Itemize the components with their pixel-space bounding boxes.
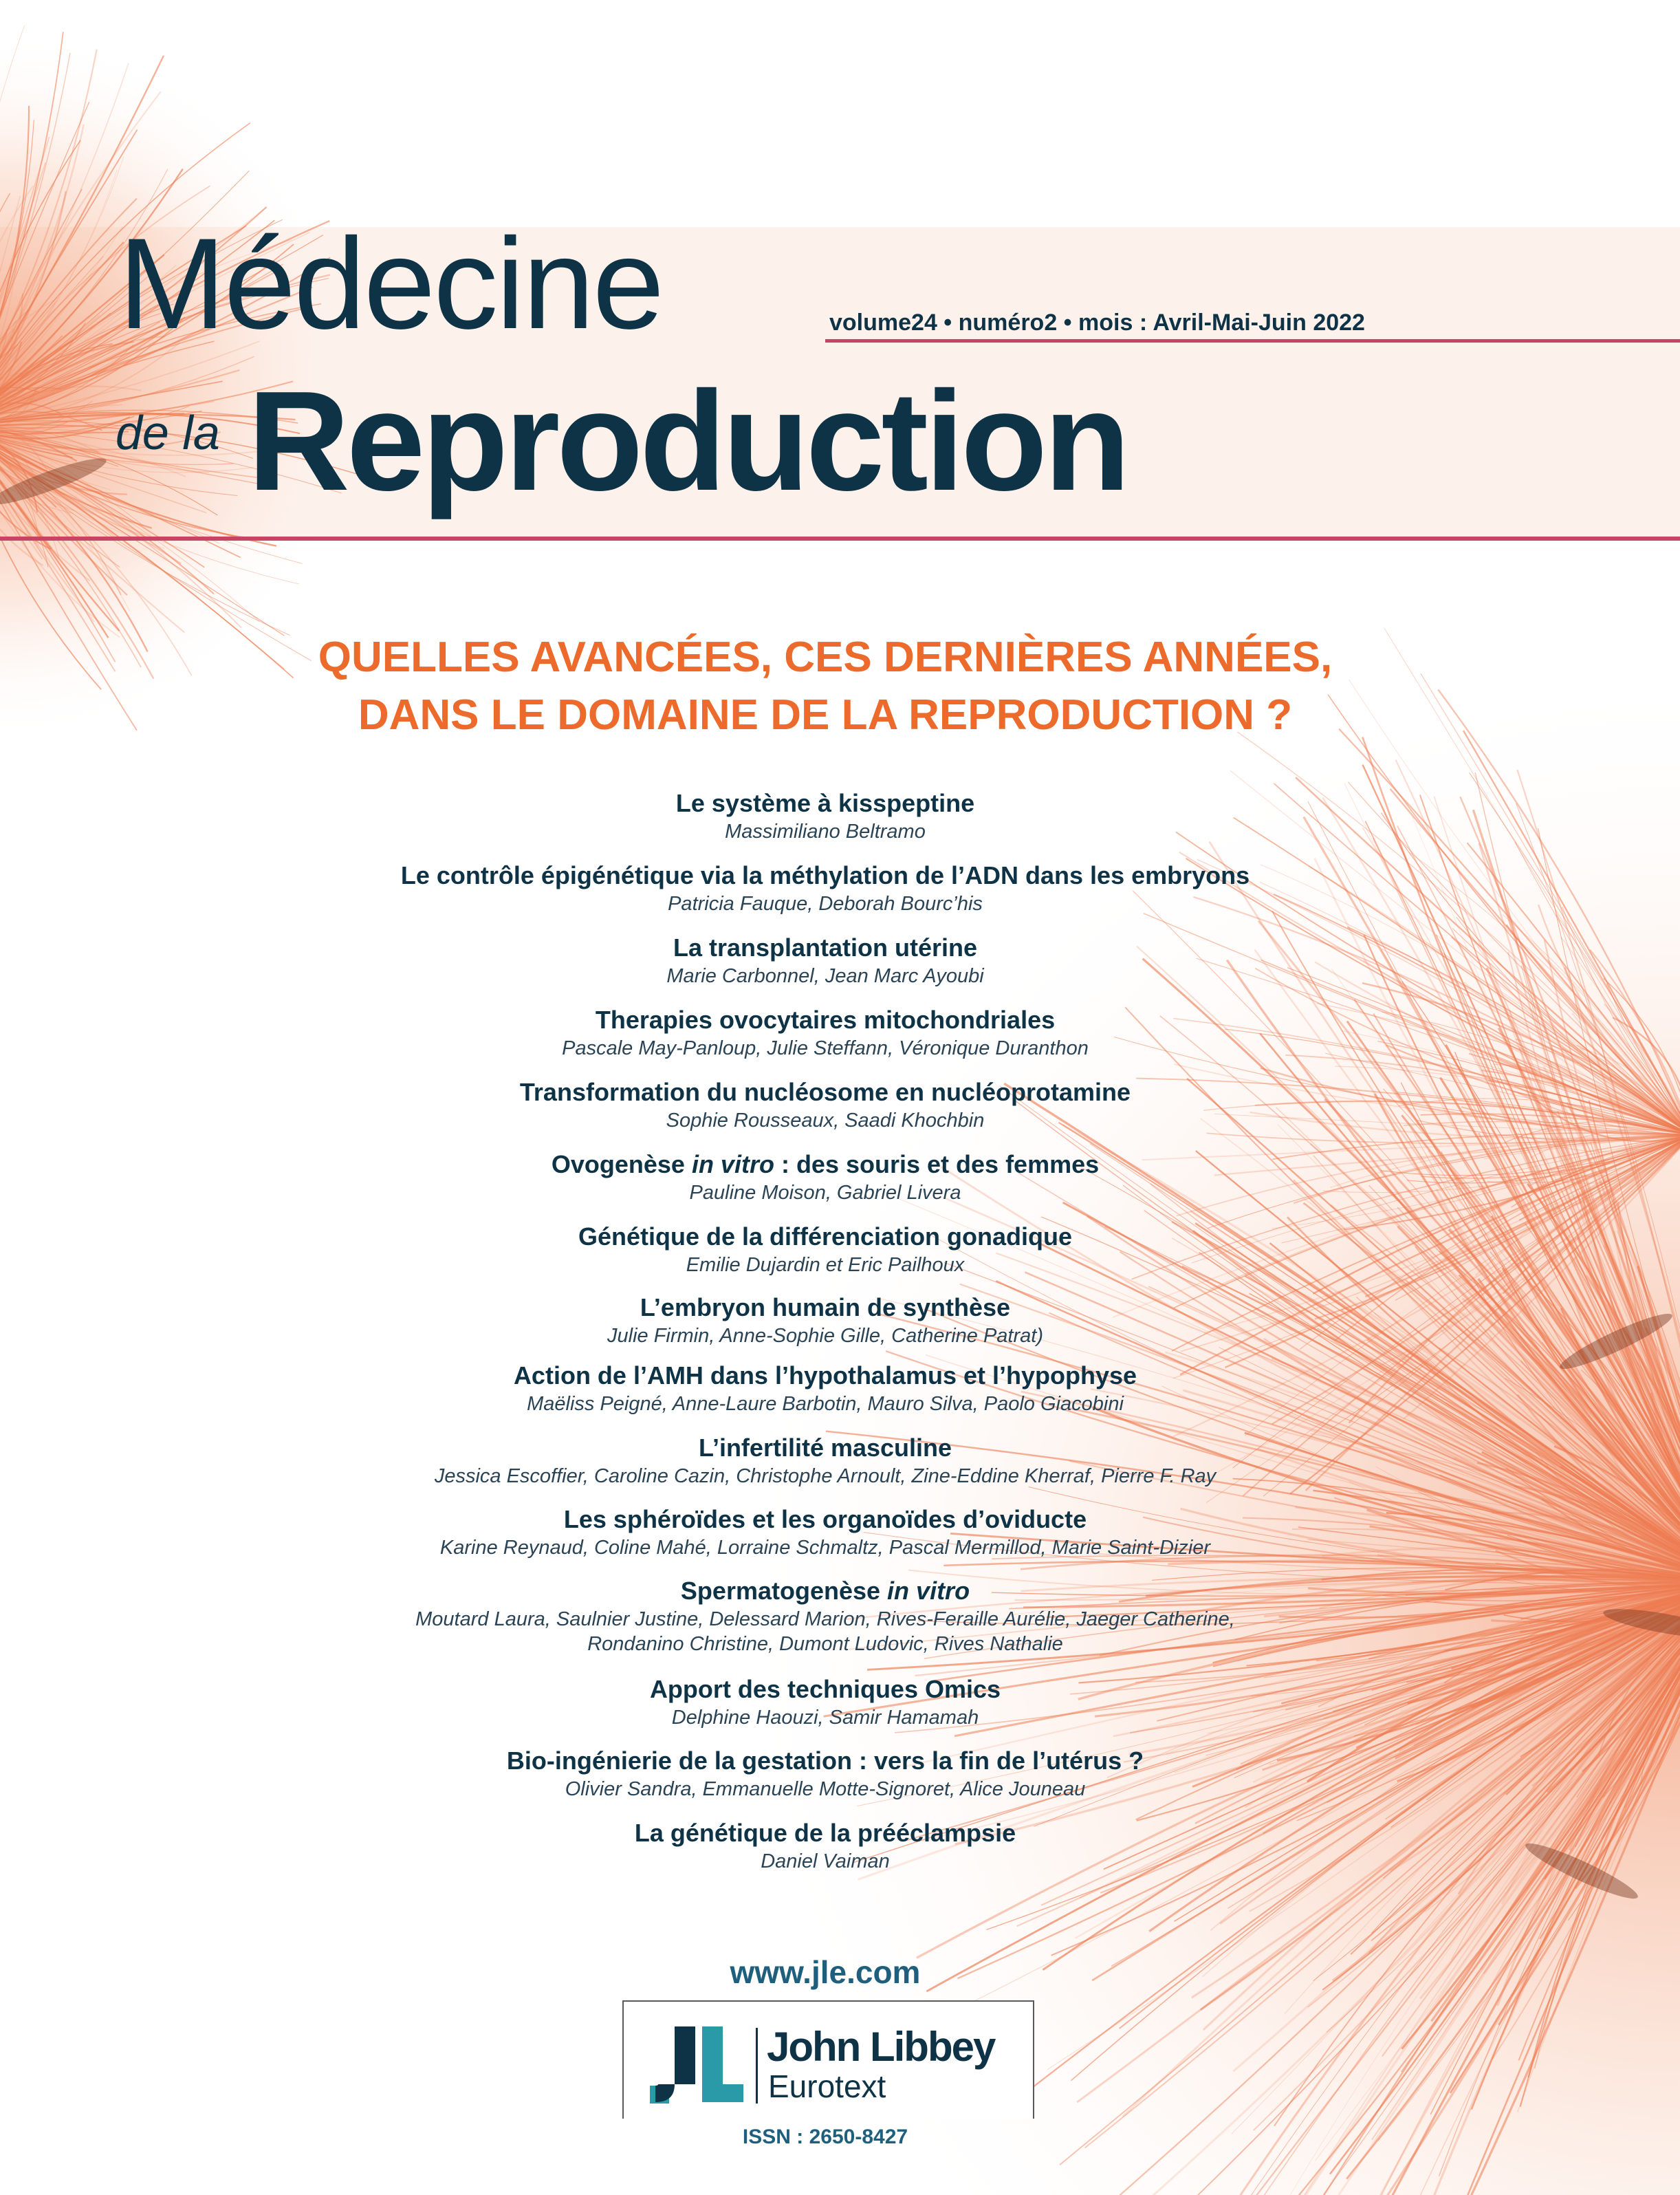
issue-theme-line-2: DANS LE DOMAINE DE LA REPRODUCTION ? bbox=[358, 691, 1293, 739]
article-authors: Olivier Sandra, Emmanuelle Motte-Signoret, Alice Jouneau bbox=[565, 1778, 1086, 1800]
article-title: Apport des techniques Omics bbox=[649, 1675, 1001, 1703]
article-authors: Jessica Escoffier, Caroline Cazin, Christophe Arnoult, Zine-Eddine Kherraf, Pierre F. Ray bbox=[434, 1465, 1217, 1487]
publisher-subname: Eurotext bbox=[768, 2068, 886, 2104]
article-authors: Moutard Laura, Saulnier Justine, Delessard Marion, Rives-Feraille Aurélie, Jaeger Catherine, bbox=[415, 1608, 1235, 1630]
article-authors: Sophie Rousseaux, Saadi Khochbin bbox=[666, 1110, 985, 1132]
article-authors: Maëliss Peigné, Anne-Laure Barbotin, Mauro Silva, Paolo Giacobini bbox=[527, 1393, 1124, 1415]
article-entry bbox=[0, 788, 1650, 844]
article-authors: Delphine Haouzi, Samir Hamamah bbox=[671, 1707, 979, 1729]
publisher-logo-box bbox=[622, 2000, 1034, 2119]
article-title: Génétique de la différenciation gonadique bbox=[578, 1222, 1073, 1251]
article-entry bbox=[0, 1745, 1650, 1802]
article-entry bbox=[0, 1575, 1650, 1656]
article-authors: Julie Firmin, Anne-Sophie Gille, Catherine Patrat) bbox=[607, 1325, 1043, 1347]
article-authors: Pauline Moison, Gabriel Livera bbox=[689, 1182, 961, 1204]
article-title: Action de l’AMH dans l’hypothalamus et l’hypophyse bbox=[513, 1361, 1137, 1390]
article-entry bbox=[0, 1504, 1650, 1560]
journal-title-prefix: de la bbox=[116, 406, 220, 459]
article-authors: Emilie Dujardin et Eric Pailhoux bbox=[686, 1254, 965, 1276]
article-title: La transplantation utérine bbox=[673, 933, 978, 962]
article-title: Ovogenèse in vitro : des souris et des femmes bbox=[551, 1150, 1100, 1178]
article-authors: Pascale May-Panloup, Julie Steffann, Véronique Duranthon bbox=[562, 1037, 1089, 1059]
article-title: La génétique de la prééclampsie bbox=[634, 1819, 1016, 1847]
article-title: Les sphéroïdes et les organoïdes d’oviducte bbox=[563, 1505, 1087, 1533]
article-authors: Marie Carbonnel, Jean Marc Ayoubi bbox=[666, 965, 984, 987]
article-authors: Karine Reynaud, Coline Mahé, Lorraine Schmaltz, Pascal Mermillod, Marie Saint-Dizier bbox=[439, 1537, 1211, 1559]
article-title: L’embryon humain de synthèse bbox=[640, 1293, 1011, 1321]
logo-divider bbox=[756, 2028, 758, 2104]
journal-title-medecine: Médecine bbox=[118, 211, 663, 356]
publisher-website-link[interactable]: www.jle.com bbox=[730, 1954, 921, 1990]
article-entry bbox=[0, 1221, 1650, 1277]
jl-logo-icon bbox=[644, 2022, 748, 2105]
article-title: L’infertilité masculine bbox=[698, 1434, 952, 1462]
article-entry bbox=[0, 1149, 1650, 1205]
issn-number: ISSN : 2650-8427 bbox=[742, 2126, 908, 2148]
article-authors: Rondanino Christine, Dumont Ludovic, Rives Nathalie bbox=[587, 1633, 1063, 1655]
journal-title-reproduction: Reproduction bbox=[248, 362, 1127, 520]
article-entry bbox=[0, 1360, 1650, 1416]
article-authors: Massimiliano Beltramo bbox=[725, 821, 926, 843]
article-entry bbox=[0, 1817, 1650, 1874]
article-entry bbox=[0, 1432, 1650, 1489]
issue-theme-line-1: QUELLES AVANCÉES, CES DERNIÈRES ANNÉES, bbox=[318, 634, 1333, 681]
masthead-rule bbox=[0, 537, 1680, 541]
article-title: Bio-ingénierie de la gestation : vers la fin de l’utérus ? bbox=[506, 1747, 1144, 1775]
article-authors: Patricia Fauque, Deborah Bourc’his bbox=[668, 893, 983, 915]
article-entry bbox=[0, 860, 1650, 916]
publisher-name: John Libbey bbox=[767, 2024, 995, 2070]
article-entry bbox=[0, 1077, 1650, 1133]
article-entry bbox=[0, 1292, 1650, 1348]
issue-rule bbox=[825, 339, 1680, 343]
article-entry bbox=[0, 932, 1650, 988]
masthead bbox=[0, 0, 1680, 550]
article-title: Spermatogenèse in vitro bbox=[680, 1577, 970, 1605]
article-title: Transformation du nucléosome en nucléoprotamine bbox=[519, 1078, 1131, 1106]
article-entry bbox=[0, 1674, 1650, 1730]
issue-info: volume24 • numéro2 • mois : Avril-Mai-Juin 2022 bbox=[829, 310, 1365, 336]
article-entry bbox=[0, 1004, 1650, 1061]
article-authors: Daniel Vaiman bbox=[761, 1850, 890, 1872]
article-title: Therapies ovocytaires mitochondriales bbox=[595, 1006, 1056, 1034]
article-title: Le contrôle épigénétique via la méthylation de l’ADN dans les embryons bbox=[400, 861, 1250, 889]
article-title: Le système à kisspeptine bbox=[675, 789, 975, 817]
